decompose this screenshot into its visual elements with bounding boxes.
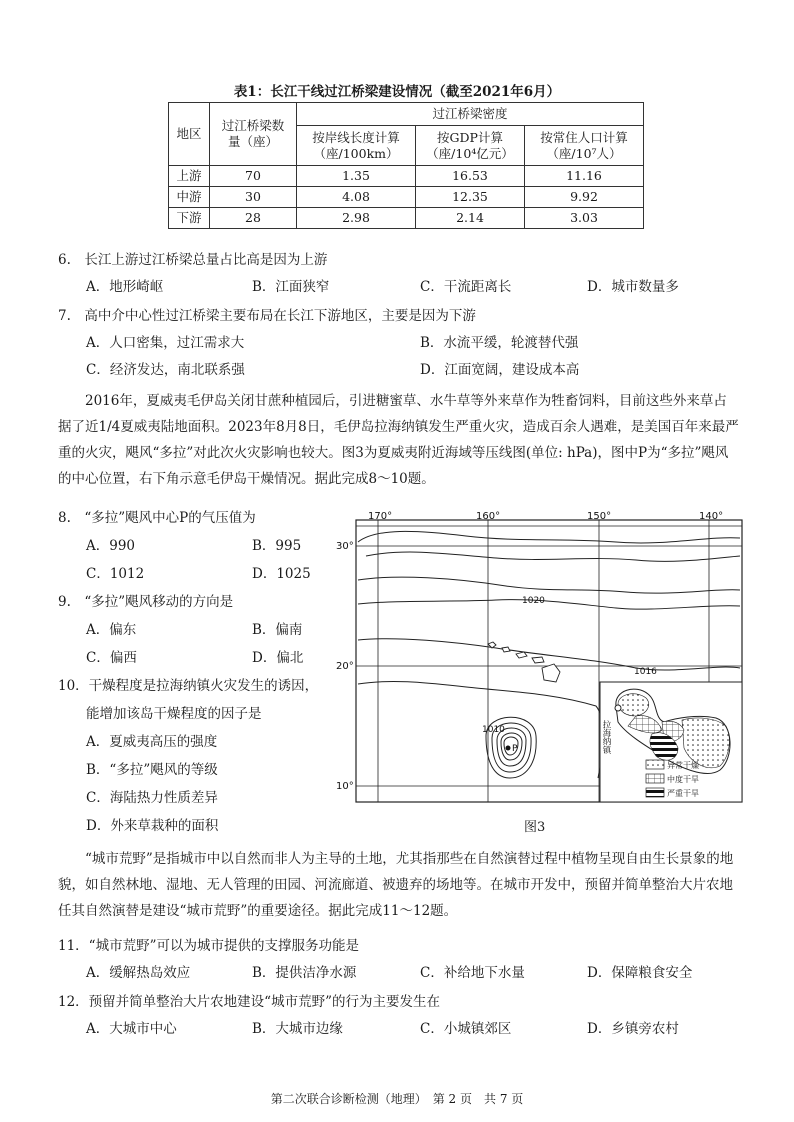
isobar-label: 1020 [522,596,545,606]
passage-hawaii: 2016年，夏威夷毛伊岛关闭甘蔗种植园后，引进糖蜜草、水牛草等外来草作为牲畜饲料，目前这些外来草占据了近1/4夏威夷陆地面积。2023年8月8日，毛伊岛拉海纳镇发生严重火灾，造成百余人遇难，是美国百年来最严重的火灾，飓风“多拉”对此次火灾影响也较大。图3为夏威夷附近海域等压线图(单位: hPa)，图中P为“多拉”飓风的中心位置，右下角示意毛伊岛干燥情况。据此完成8～10题。 [58,393,739,487]
legend-swatch [646,774,664,783]
maui-inset [600,682,742,802]
row-pop: 9.92 [525,187,644,208]
row-shore: 2.98 [297,208,416,229]
row-region: 中游 [169,187,210,208]
q6-option-a[interactable]: A．地形崎岖 [86,279,164,295]
q9-option-b[interactable]: B．偏南 [252,622,303,638]
q9-stem: 9. “多拉”飓风移动的方向是 [58,594,234,610]
q10-option-c[interactable]: C．海陆热力性质差异 [86,790,218,806]
header-shore: 按岸线长度计算（座/100km） [297,126,416,166]
row-count: 30 [210,187,297,208]
lat-label: 30° [336,541,354,552]
row-count: 70 [210,166,297,187]
header-region: 地区 [169,103,210,166]
header-pop: 按常住人口计算（座/10⁷人） [525,126,644,166]
passage-urban-wild: “城市荒野”是指城市中以自然而非人为主导的土地，尤其指那些在自然演替过程中植物呈现自由生长景象的地貌，如自然林地、湿地、无人管理的田园、河流廊道、被遗弃的场地等。在城市开发中，预留并简单整治大片农地任其自然演替是建设“城市荒野”的重要途径。据此完成11～12题。 [58,851,734,919]
q10-option-b[interactable]: B．“多拉”飓风的等级 [86,762,218,778]
q11-stem: 11．“城市荒野”可以为城市提供的支撑服务功能是 [58,938,359,954]
row-pop: 3.03 [525,208,644,229]
q8-option-b[interactable]: B．995 [252,538,302,554]
q6-stem: 6. 长江上游过江桥梁总量占比高是因为上游 [58,252,328,268]
q9-option-d[interactable]: D．偏北 [252,650,304,666]
lat-label: 20° [336,661,354,672]
page-footer: 第二次联合诊断检测（地理） 第 2 页 共 7 页 [270,1092,524,1106]
q8-option-d[interactable]: D．1025 [252,566,311,582]
row-pop: 11.16 [525,166,644,187]
legend-label: 异常干燥 [667,761,699,770]
q12-option-d[interactable]: D．乡镇旁农村 [587,1021,679,1037]
q7-stem: 7. 高中介中心性过江桥梁主要布局在长江下游地区，主要是因为下游 [58,308,476,324]
isobar-label: 1016 [634,667,657,677]
legend-label: 严重干旱 [667,789,699,798]
q12-option-b[interactable]: B．大城市边缘 [252,1021,343,1037]
q6-option-b[interactable]: B．江面狭窄 [252,279,330,295]
table-caption: 表1：长江干线过江桥梁建设情况（截至2021年6月） [233,84,561,100]
q7-option-b[interactable]: B．水流平缓，轮渡替代强 [420,335,579,351]
q8-stem: 8. “多拉”飓风中心P的气压值为 [58,510,256,526]
q10-option-d[interactable]: D．外来草栽种的面积 [86,818,219,834]
hurricane-center-dot [506,746,511,751]
island-shape [502,647,510,652]
lon-label: 150° [587,511,612,522]
q11-option-c[interactable]: C．补给地下水量 [420,965,525,981]
town-label: 拉海纳镇 [601,720,611,754]
q12-option-c[interactable]: C．小城镇郊区 [420,1021,512,1037]
q6-option-c[interactable]: C．干流距离长 [420,279,512,295]
q7-option-a[interactable]: A．人口密集，过江需求大 [86,335,245,351]
q12-stem: 12．预留并简单整治大片农地建设“城市荒野”的行为主要发生在 [58,994,440,1010]
row-region: 下游 [169,208,210,229]
row-shore: 1.35 [297,166,416,187]
lon-label: 170° [368,511,393,522]
row-gdp: 12.35 [416,187,525,208]
lat-label: 10° [336,781,354,792]
q10-option-a[interactable]: A．夏威夷高压的强度 [86,734,218,750]
header-gdp: 按GDP计算（座/10⁴亿元） [416,126,525,166]
q9-option-c[interactable]: C．偏西 [86,650,137,666]
town-marker [615,705,621,711]
legend-swatch [646,788,664,797]
q10-stem: 10．干燥程度是拉海纳镇火灾发生的诱因， [58,678,319,694]
q9-option-a[interactable]: A．偏东 [86,622,137,638]
lon-label: 140° [699,511,724,522]
q11-option-a[interactable]: A．缓解热岛效应 [86,965,191,981]
q11-option-d[interactable]: D．保障粮食安全 [587,965,693,981]
row-gdp: 2.14 [416,208,525,229]
legend-label: 中度干旱 [667,775,699,784]
row-count: 28 [210,208,297,229]
figure-label: 图3 [524,820,546,835]
row-region: 上游 [169,166,210,187]
q8-option-c[interactable]: C．1012 [86,566,145,582]
q6-option-d[interactable]: D．城市数量多 [587,279,679,295]
lon-label: 160° [476,511,501,522]
q12-option-a[interactable]: A．大城市中心 [86,1021,177,1037]
hurricane-center-label: P [512,744,518,754]
q7-option-c[interactable]: C．经济发达，南北联系强 [86,362,245,378]
header-density: 过江桥梁密度 [297,103,644,126]
legend-swatch [646,760,664,769]
q11-option-b[interactable]: B．提供洁净水源 [252,965,357,981]
row-gdp: 16.53 [416,166,525,187]
isobar-map [336,508,744,804]
q7-option-d[interactable]: D．江面宽阔，建设成本高 [420,362,580,378]
isobar-label: 1010 [482,725,505,735]
row-shore: 4.08 [297,187,416,208]
q8-option-a[interactable]: A．990 [86,538,136,554]
bridge-table [168,102,644,229]
header-count: 过江桥梁数量（座） [210,103,297,166]
q10-stem-cont: 能增加该岛干燥程度的因子是 [86,706,262,722]
